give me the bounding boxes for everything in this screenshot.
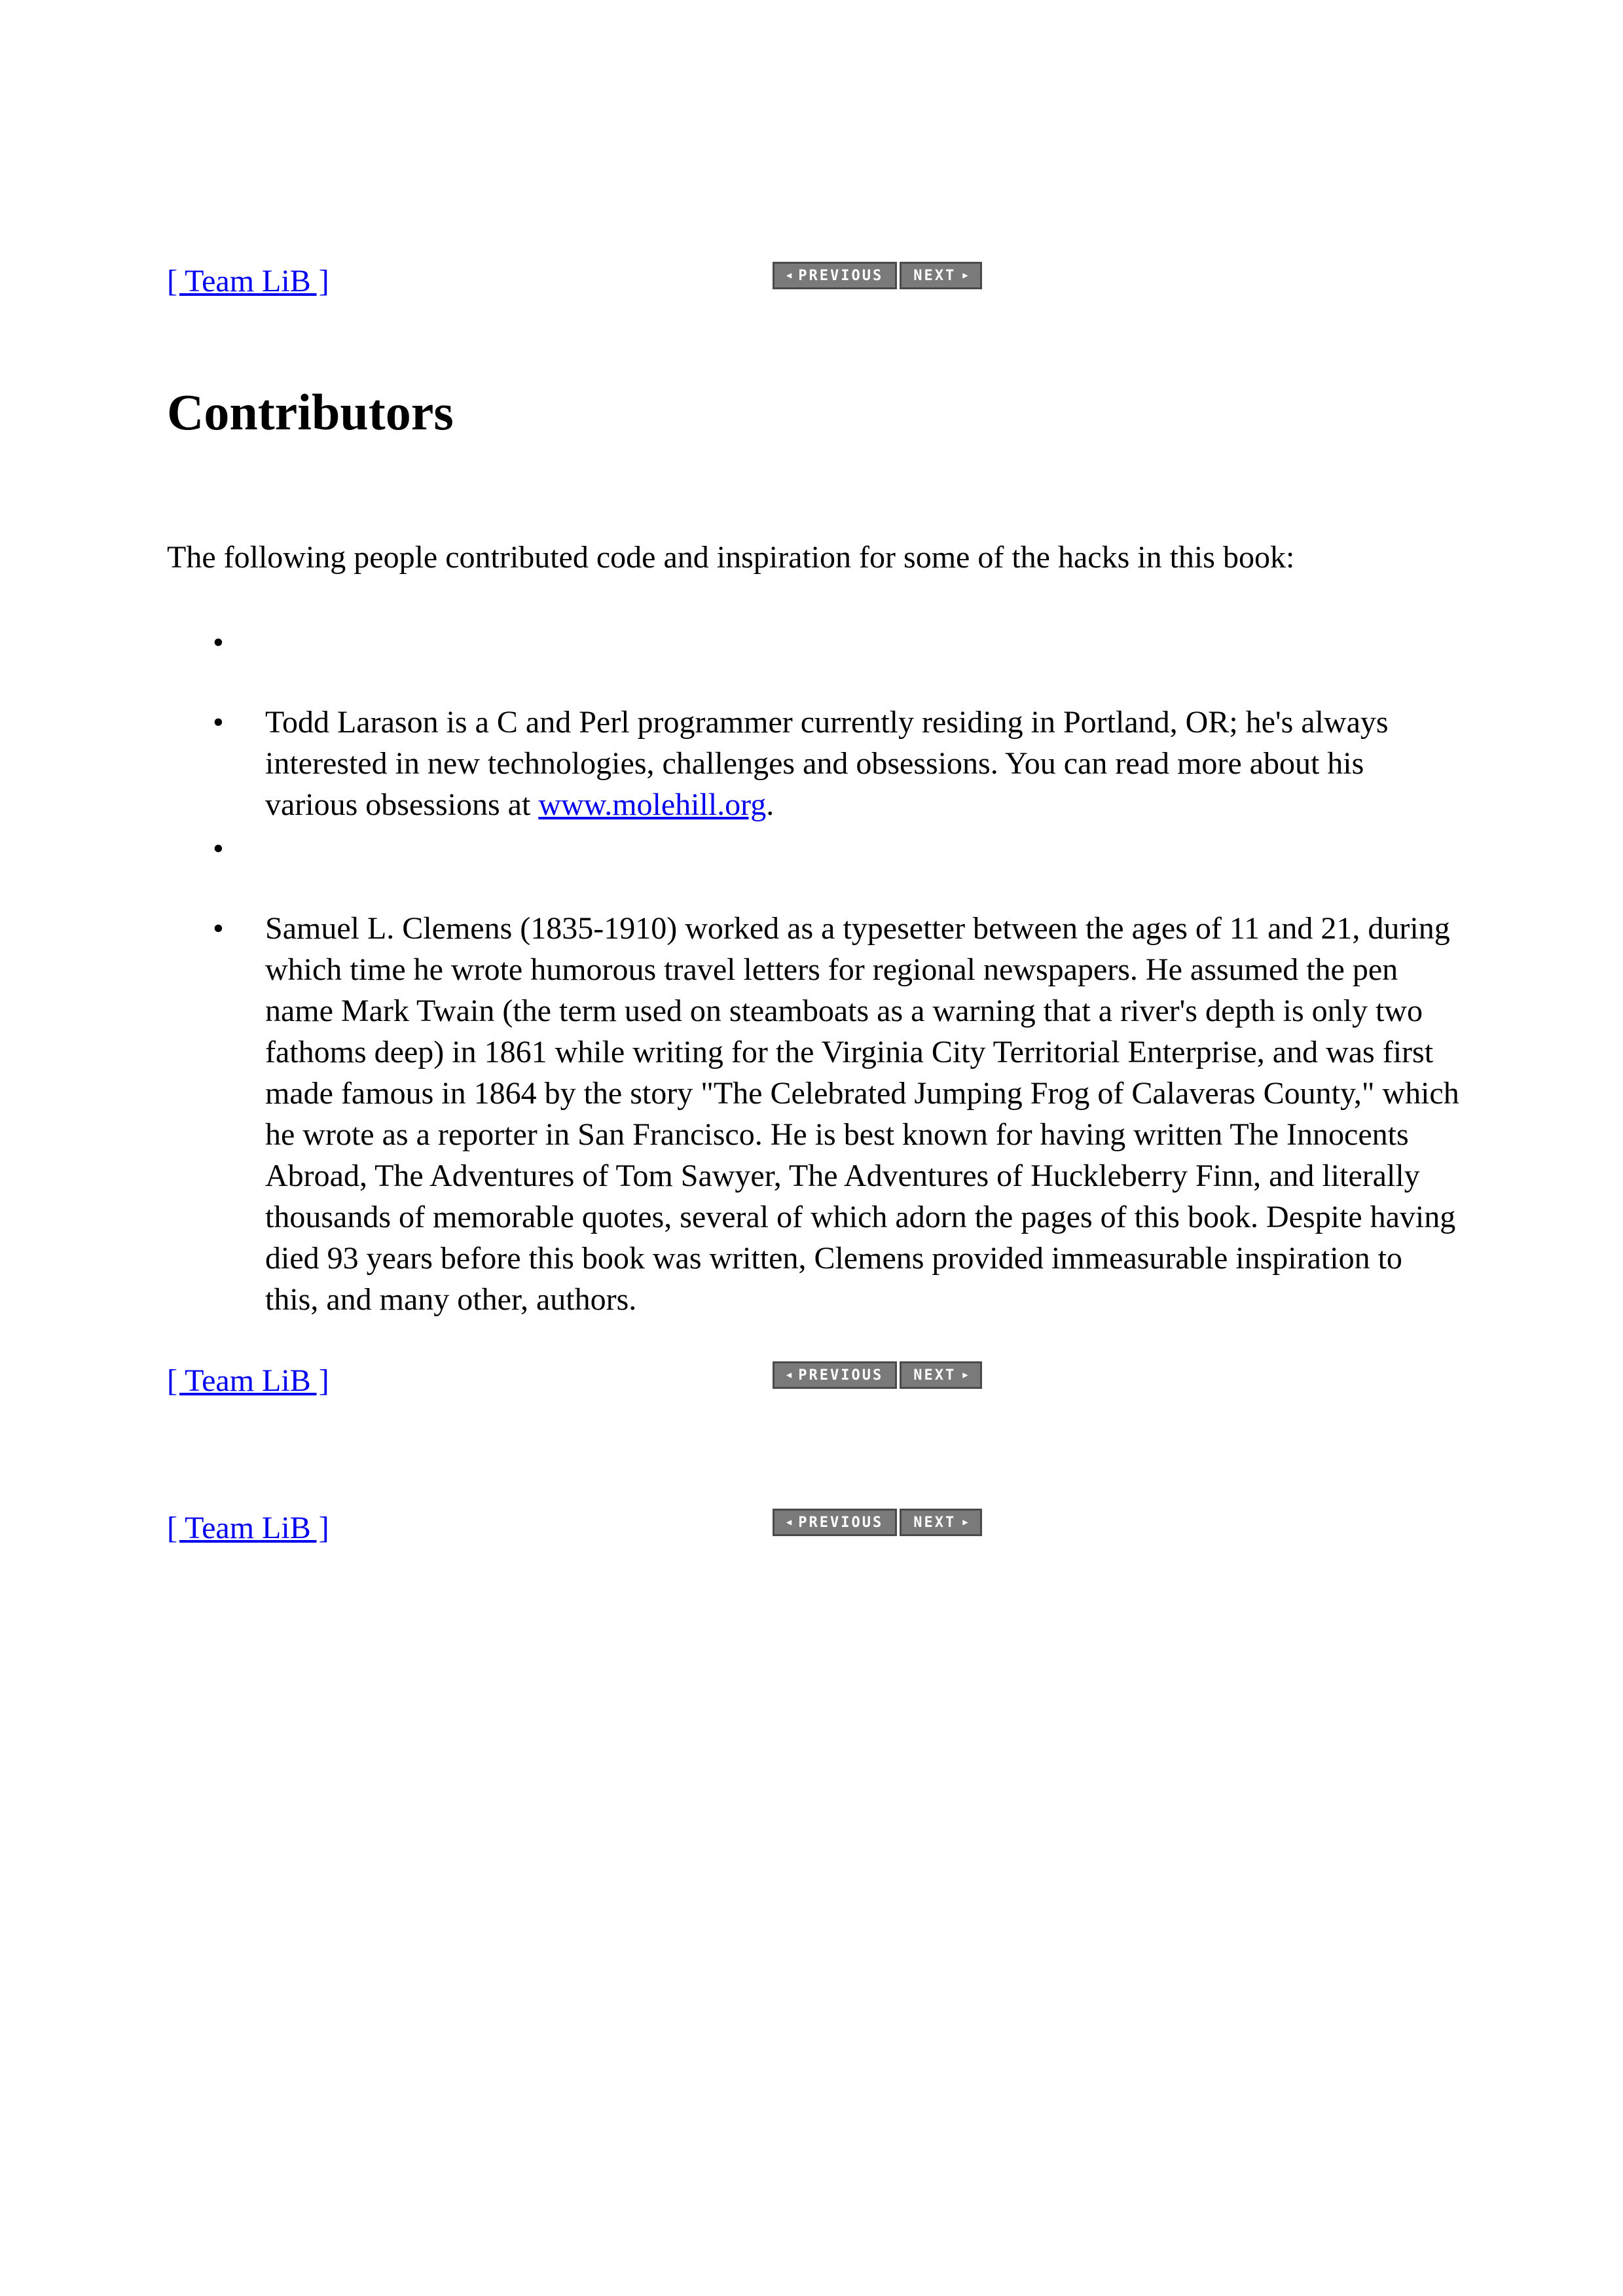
previous-button[interactable] <box>773 1361 897 1389</box>
team-lib-link[interactable]: [ Team LiB ] <box>167 264 329 298</box>
bio-suffix: . <box>766 787 775 822</box>
list-item-todd-larason <box>213 702 1463 825</box>
team-lib-link[interactable]: [ Team LiB ] <box>167 1511 329 1545</box>
next-label: NEXT <box>913 267 957 284</box>
contributor-bio: Samuel L. Clemens (1835-1910) worked as a typesetter between the ages of 11 and 21, during which time he wrote humorous travel letters for regional newspapers. He assumed the pen name Mark Twain (the term used on steamboats as a warning that a river's depth is only two fathoms deep) in 1861 while writing for the Virginia City Territorial Enterprise, and was first made famous in 1864 by the story "The Celebrated Jumping Frog of Calaveras County," which he wrote as a reporter in San Francisco. He is best known for having written The Innocents Abroad, The Adventures of Tom Sawyer, The Adventures of Huckleberry Finn, and literally thousands of memorable quotes, several of which adorn the pages of this book. Despite having died 93 years before this book was written, Clemens provided immeasurable inspiration to this, and many other, authors. <box>265 911 1459 1317</box>
triangle-left-icon: ◀ <box>786 1517 792 1528</box>
list-item-samuel-clemens <box>213 908 1463 1320</box>
triangle-right-icon: ▶ <box>962 1370 968 1380</box>
nav-bar-bottom <box>167 1509 979 1548</box>
triangle-right-icon: ▶ <box>962 270 968 281</box>
bullet-icon: • <box>213 831 224 866</box>
next-label: NEXT <box>913 1367 957 1384</box>
nav-bar-top <box>167 262 979 301</box>
previous-button[interactable] <box>773 262 897 289</box>
previous-label: PREVIOUS <box>798 1367 884 1384</box>
team-lib-link[interactable]: [ Team LiB ] <box>167 1363 329 1398</box>
next-button[interactable] <box>900 1361 982 1389</box>
nav-buttons <box>773 1509 982 1536</box>
triangle-left-icon: ◀ <box>786 270 792 281</box>
triangle-left-icon: ◀ <box>786 1370 792 1380</box>
bullet-icon: • <box>213 625 224 660</box>
nav-buttons <box>773 262 982 289</box>
contributor-bio: Todd Larason is a C and Perl programmer currently residing in Portland, OR; he's always interested in new technologies, challenges and obsessions. You can read more about his various obsessions at <box>265 705 1389 822</box>
previous-label: PREVIOUS <box>798 267 884 284</box>
molehill-link[interactable]: www.molehill.org <box>538 787 767 822</box>
triangle-right-icon: ▶ <box>962 1517 968 1528</box>
intro-paragraph: The following people contributed code and inspiration for some of the hacks in this book: <box>167 540 1295 575</box>
nav-bar-middle <box>167 1361 979 1401</box>
bullet-icon: • <box>213 705 224 740</box>
page-title: Contributors <box>167 384 454 440</box>
next-button[interactable] <box>900 262 982 289</box>
nav-buttons <box>773 1361 982 1389</box>
next-label: NEXT <box>913 1514 957 1531</box>
next-button[interactable] <box>900 1509 982 1536</box>
bullet-icon: • <box>213 911 224 946</box>
previous-label: PREVIOUS <box>798 1514 884 1531</box>
previous-button[interactable] <box>773 1509 897 1536</box>
